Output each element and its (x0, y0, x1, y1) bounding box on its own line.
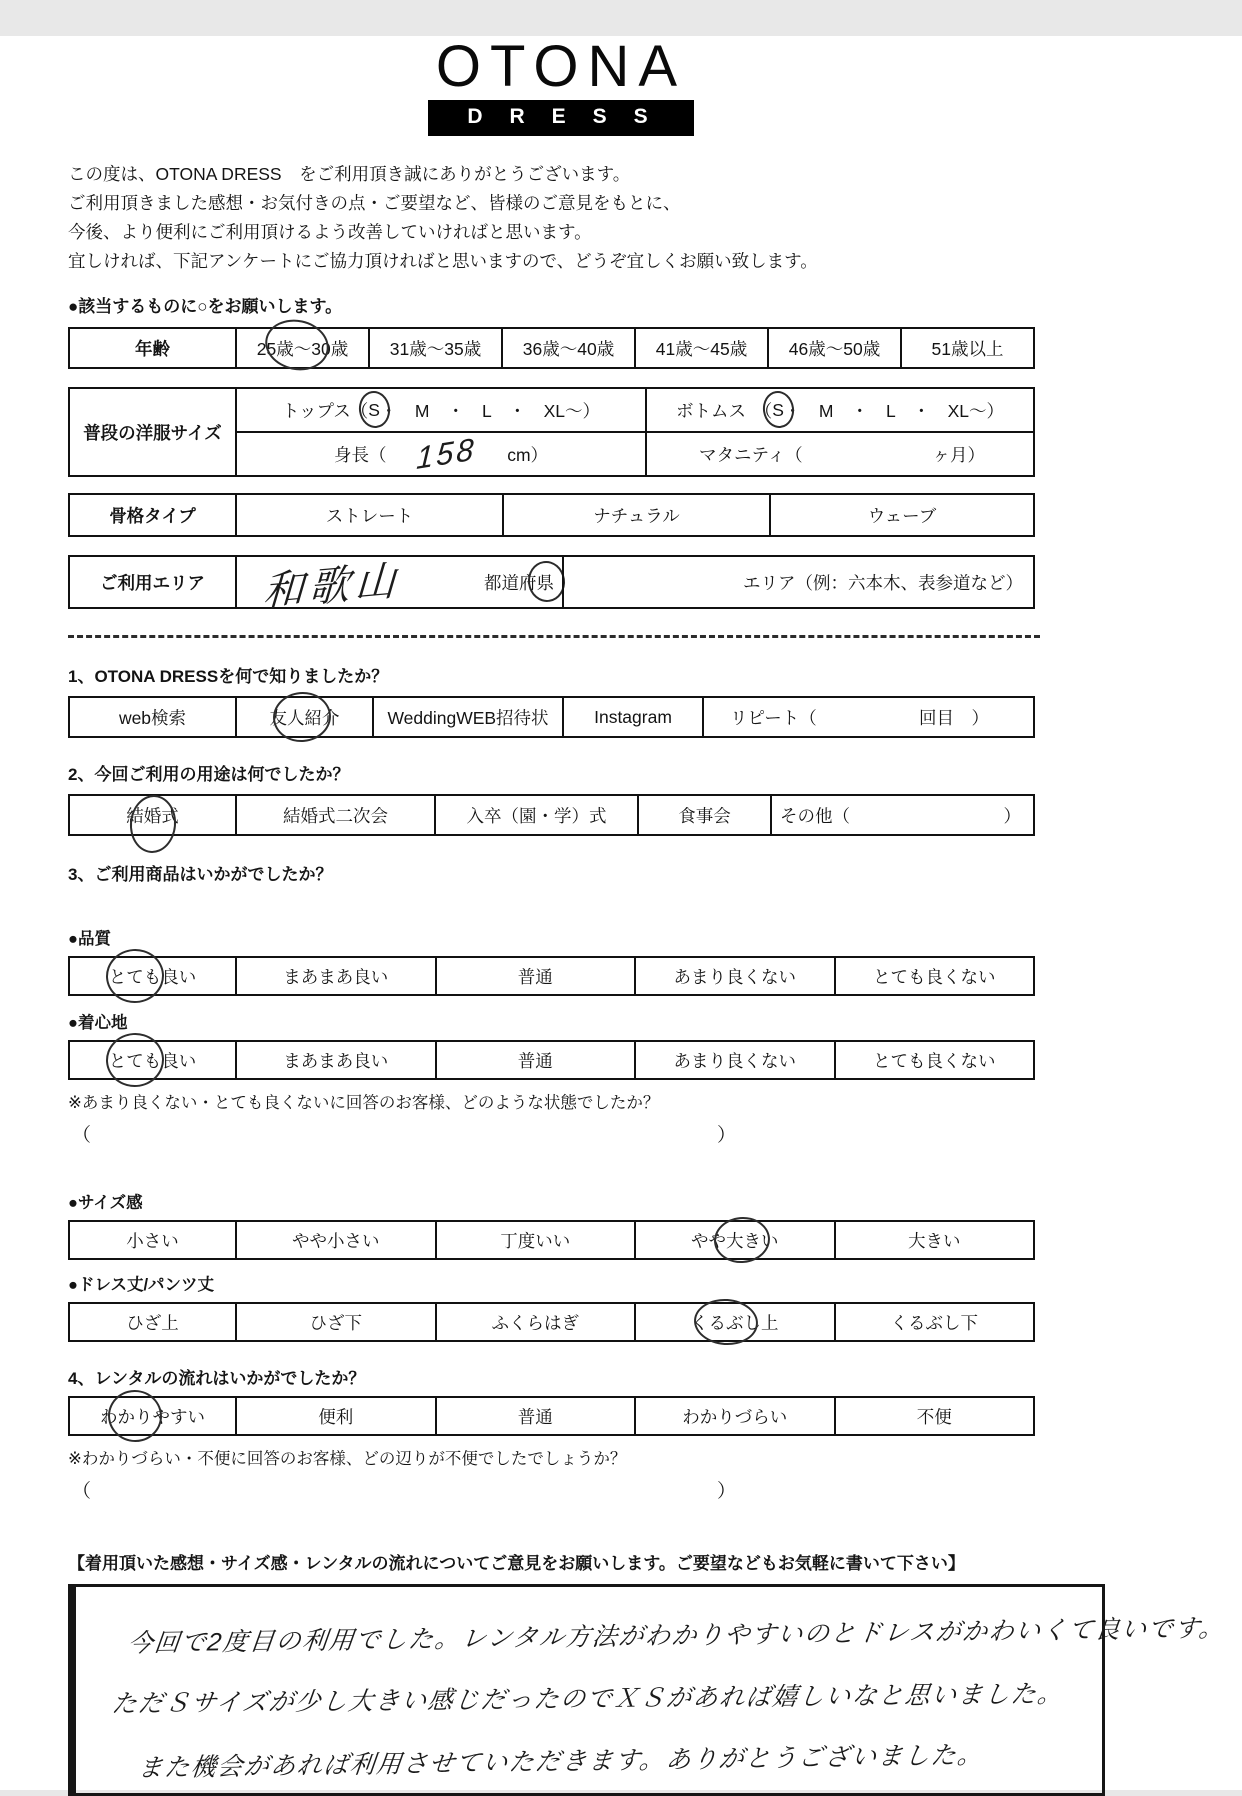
age-label: 年齢 (135, 338, 170, 359)
q1-option-text: Instagram (594, 706, 672, 727)
hem-option-above-ankle (634, 1304, 834, 1340)
maternity-cell (645, 433, 1033, 475)
prefecture-circled-char (537, 570, 555, 595)
clothing-size-cells (235, 389, 1033, 475)
comment-box (68, 1584, 1227, 1796)
skeleton-option-wave (769, 495, 1033, 535)
comfort-option-normal (435, 1042, 635, 1078)
hem-option-below-ankle (834, 1304, 1034, 1340)
q2-option-text: 入卒（園・学）式 (466, 805, 607, 826)
bottoms-options: ・ M ・ L ・ XL～） (783, 400, 1004, 421)
age-option-31-35 (368, 329, 501, 367)
quality-option-good (235, 958, 435, 994)
handwritten-comment-line: また機会があれば利用させていただきます。ありがとうございました。 (136, 1741, 986, 1783)
hem-option-text: ひざ下 (309, 1312, 362, 1333)
handwritten-height-value: 158 (415, 430, 478, 477)
quality-option-text: まあまあ良い (283, 966, 389, 987)
intro-line: ご利用頂きました感想・お気付きの点・ご要望など、皆様のご意見をもとに、 (68, 193, 681, 213)
size-row-top (235, 389, 1033, 433)
q1-repeat-suffix: 回目 ） (919, 707, 989, 728)
q2-other-suffix: ） (1003, 805, 1021, 826)
bottoms-size-cell (645, 389, 1033, 431)
age-option-41-45 (634, 329, 767, 367)
bottoms-selected-text: S (772, 399, 784, 420)
paren-close: ） (716, 1481, 736, 1502)
form-content (68, 160, 1227, 1796)
tops-options: ・ M ・ L ・ XL～） (379, 400, 601, 421)
comfort-option-good (235, 1042, 435, 1078)
quality-table (68, 956, 1035, 996)
height-unit: cm） (507, 444, 549, 465)
skeleton-type-label: 骨格タイプ (109, 505, 196, 526)
q2-option-wedding (70, 796, 235, 834)
intro-paragraph (68, 160, 1035, 276)
q2-table (68, 794, 1035, 836)
fit-option-large (834, 1222, 1034, 1258)
q1-option-web (70, 698, 235, 736)
skeleton-type-table (68, 493, 1035, 537)
prefecture-suffix-text: 都道府 (484, 572, 537, 593)
bottoms-selected-size (772, 400, 784, 421)
fit-option-just-right (435, 1222, 635, 1258)
age-option-text: 41歳～45歳 (655, 338, 748, 359)
q2-option-text: 食事会 (678, 805, 731, 826)
handwritten-prefecture-value: 和歌山 (261, 556, 402, 615)
q2-option-text: 結婚式 (126, 805, 179, 826)
area-hint-text: エリア（例：六本木、表参道など） (743, 572, 1023, 593)
fit-label: ●サイズ感 (68, 1194, 143, 1212)
q1-option-repeat (702, 698, 1033, 736)
q1-option-friend (235, 698, 372, 736)
comfort-option-bad (834, 1042, 1034, 1078)
q3-title: 3、ご利用商品はいかがでしたか？ (68, 865, 333, 884)
fit-table (68, 1220, 1035, 1260)
q3-answer-parens (68, 1120, 736, 1147)
size-row-bottom (235, 430, 1033, 477)
quality-option-text: あまり良くない (673, 966, 796, 987)
comfort-option-text: まあまあ良い (283, 1050, 389, 1071)
fit-option-text: やや大きい (691, 1230, 779, 1251)
clothing-size-label: 普段の洋服サイズ (83, 422, 222, 443)
brand-logo (428, 36, 694, 136)
handwritten-comment-line: ただＳサイズが少し大きい感じだったのでＸＳがあれば嬉しいなと思いました。 (110, 1680, 1066, 1719)
comfort-label: ●着心地 (68, 1014, 128, 1032)
dashed-divider (68, 635, 1040, 638)
handwritten-comment-line: 今回で2度目の利用でした。レンタル方法がわかりやすいのとドレスがかわいくて良いです。 (126, 1614, 1227, 1658)
skeleton-option-text: ウェーブ (867, 505, 937, 526)
q4-option-text: 便利 (318, 1406, 354, 1427)
fit-option-text: 小さい (126, 1230, 179, 1251)
q1-option-text: WeddingWEB招待状 (387, 707, 549, 728)
prefecture-cell (235, 556, 562, 615)
quality-option-normal (435, 958, 635, 994)
age-option-text: 36歳～40歳 (522, 338, 615, 359)
q1-option-text: 友人紹介 (269, 707, 340, 728)
skeleton-option-text: ナチュラル (593, 505, 680, 526)
quality-option-text: とても良くない (873, 966, 996, 987)
age-option-36-40 (501, 329, 634, 367)
hem-option-text: くるぶし上 (691, 1312, 779, 1333)
tops-selected-size (368, 400, 380, 421)
q3-bad-note: ※あまり良くない・とても良くないに回答のお客様、どのような状態でしたか？ (68, 1094, 660, 1112)
height-label: 身長（ (333, 444, 387, 465)
q4-option-easy (70, 1398, 235, 1434)
circle-instruction: ●該当するものに○をお願いします。 (68, 297, 343, 316)
age-option-text: 51歳以上 (931, 338, 1004, 359)
q4-option-inconvenient (834, 1398, 1034, 1434)
comfort-option-text: とても良い (108, 1050, 197, 1071)
hem-label: ●ドレス丈/パンツ丈 (68, 1276, 215, 1294)
fit-option-text: やや小さい (292, 1230, 380, 1251)
age-option-text: 46歳～50歳 (788, 338, 881, 359)
hem-option-below-knee (235, 1304, 435, 1340)
fit-option-bit-small (235, 1222, 435, 1258)
paren-close: ） (716, 1125, 736, 1146)
q4-table (68, 1396, 1035, 1436)
quality-option-text: 普通 (517, 966, 553, 987)
q1-table (68, 696, 1035, 738)
q2-option-other (770, 796, 1033, 834)
q4-option-convenient (235, 1398, 435, 1434)
age-table (68, 327, 1035, 369)
q1-option-text: web検索 (118, 707, 187, 728)
q1-title: 1、OTONA DRESSを何で知りましたか？ (68, 667, 389, 686)
hem-option-text: ふくらはぎ (491, 1312, 579, 1333)
comment-section-heading: 【着用頂いた感想・サイズ感・レンタルの流れについてご意見をお願いします。ご要望などもお気軽に書いて下さい】 (68, 1554, 965, 1573)
usage-area-table (68, 555, 1035, 615)
q4-option-text: わかりづらい (682, 1406, 788, 1427)
quality-option-text: とても良い (108, 966, 197, 987)
q4-bad-note: ※わかりづらい・不便に回答のお客様、どの辺りが不便でしたでしょうか？ (68, 1450, 627, 1468)
intro-line: 今後、より便利にご利用頂けるよう改善していければと思います。 (68, 222, 592, 242)
age-option-46-50 (767, 329, 900, 367)
q4-title: 4、レンタルの流れはいかがでしたか？ (68, 1369, 366, 1388)
hem-table (68, 1302, 1035, 1342)
comfort-option-very-good (70, 1042, 235, 1078)
fit-option-bit-large (634, 1222, 834, 1258)
skeleton-option-natural (502, 495, 769, 535)
comfort-table (68, 1040, 1035, 1080)
q1-option-instagram (562, 698, 702, 736)
usage-area-label: ご利用エリア (100, 572, 205, 593)
skeleton-option-straight (235, 495, 502, 535)
q1-repeat-prefix: リピート（ (730, 707, 817, 728)
comfort-option-text: とても良くない (873, 1050, 996, 1071)
comfort-option-not-good (634, 1042, 834, 1078)
q2-option-dinner (637, 796, 770, 834)
q1-option-wedding-web (372, 698, 562, 736)
q4-option-normal (435, 1398, 635, 1434)
q4-answer-parens (68, 1476, 736, 1503)
survey-form-page (0, 36, 1242, 1790)
q2-title: 2、今回ご利用の用途は何でしたか？ (68, 765, 350, 784)
fit-option-text: 大きい (908, 1230, 961, 1251)
prefecture-suffix (484, 570, 554, 595)
hem-option-calf (435, 1304, 635, 1340)
age-option-51plus (900, 329, 1033, 367)
comfort-option-text: 普通 (517, 1050, 553, 1071)
fit-option-text: 丁度いい (500, 1230, 571, 1251)
bottoms-label: ボトムス （ (675, 400, 773, 421)
quality-option-bad (834, 958, 1034, 994)
quality-label: ●品質 (68, 930, 111, 948)
hem-option-text: くるぶし下 (890, 1312, 978, 1333)
paren-open: （ (72, 1125, 92, 1146)
tops-selected-text: S (368, 399, 380, 420)
brand-logo-subtitle: DRESS (428, 100, 694, 136)
maternity-unit: ヶ月） (932, 444, 985, 465)
age-option-text: 31歳～35歳 (389, 338, 482, 359)
tops-size-cell (235, 389, 645, 431)
hem-option-above-knee (70, 1304, 235, 1340)
q2-option-ceremony (434, 796, 637, 834)
age-option-text: 25歳～30歳 (256, 338, 349, 359)
q2-option-afterparty (235, 796, 434, 834)
brand-logo-title: OTONA (435, 34, 687, 99)
q4-option-text: 不便 (916, 1406, 952, 1427)
quality-option-not-good (634, 958, 834, 994)
fit-option-small (70, 1222, 235, 1258)
q4-option-text: 普通 (517, 1406, 553, 1427)
tops-label: トップス（ (281, 400, 369, 421)
quality-option-very-good (70, 958, 235, 994)
comfort-option-text: あまり良くない (673, 1050, 796, 1071)
q2-option-text: 結婚式二次会 (283, 805, 388, 826)
area-hint-cell (562, 557, 1033, 607)
q4-option-text: わかりやすい (100, 1406, 205, 1427)
clothing-size-table (68, 387, 1035, 477)
intro-line: この度は、OTONA DRESS をご利用頂き誠にありがとうございます。 (68, 164, 631, 184)
skeleton-option-text: ストレート (325, 505, 414, 526)
q2-other-prefix: その他（ (780, 805, 850, 826)
maternity-label: マタニティ（ (699, 444, 803, 465)
intro-line: 宜しければ、下記アンケートにご協力頂ければと思いますので、どうぞ宜しくお願い致します。 (68, 251, 818, 271)
paren-open: （ (72, 1481, 92, 1502)
hem-option-text: ひざ上 (126, 1312, 179, 1333)
prefecture-circled-text: 県 (536, 572, 554, 593)
height-cell (235, 430, 645, 477)
q4-option-confusing (634, 1398, 834, 1434)
age-option-25-30 (235, 329, 368, 367)
